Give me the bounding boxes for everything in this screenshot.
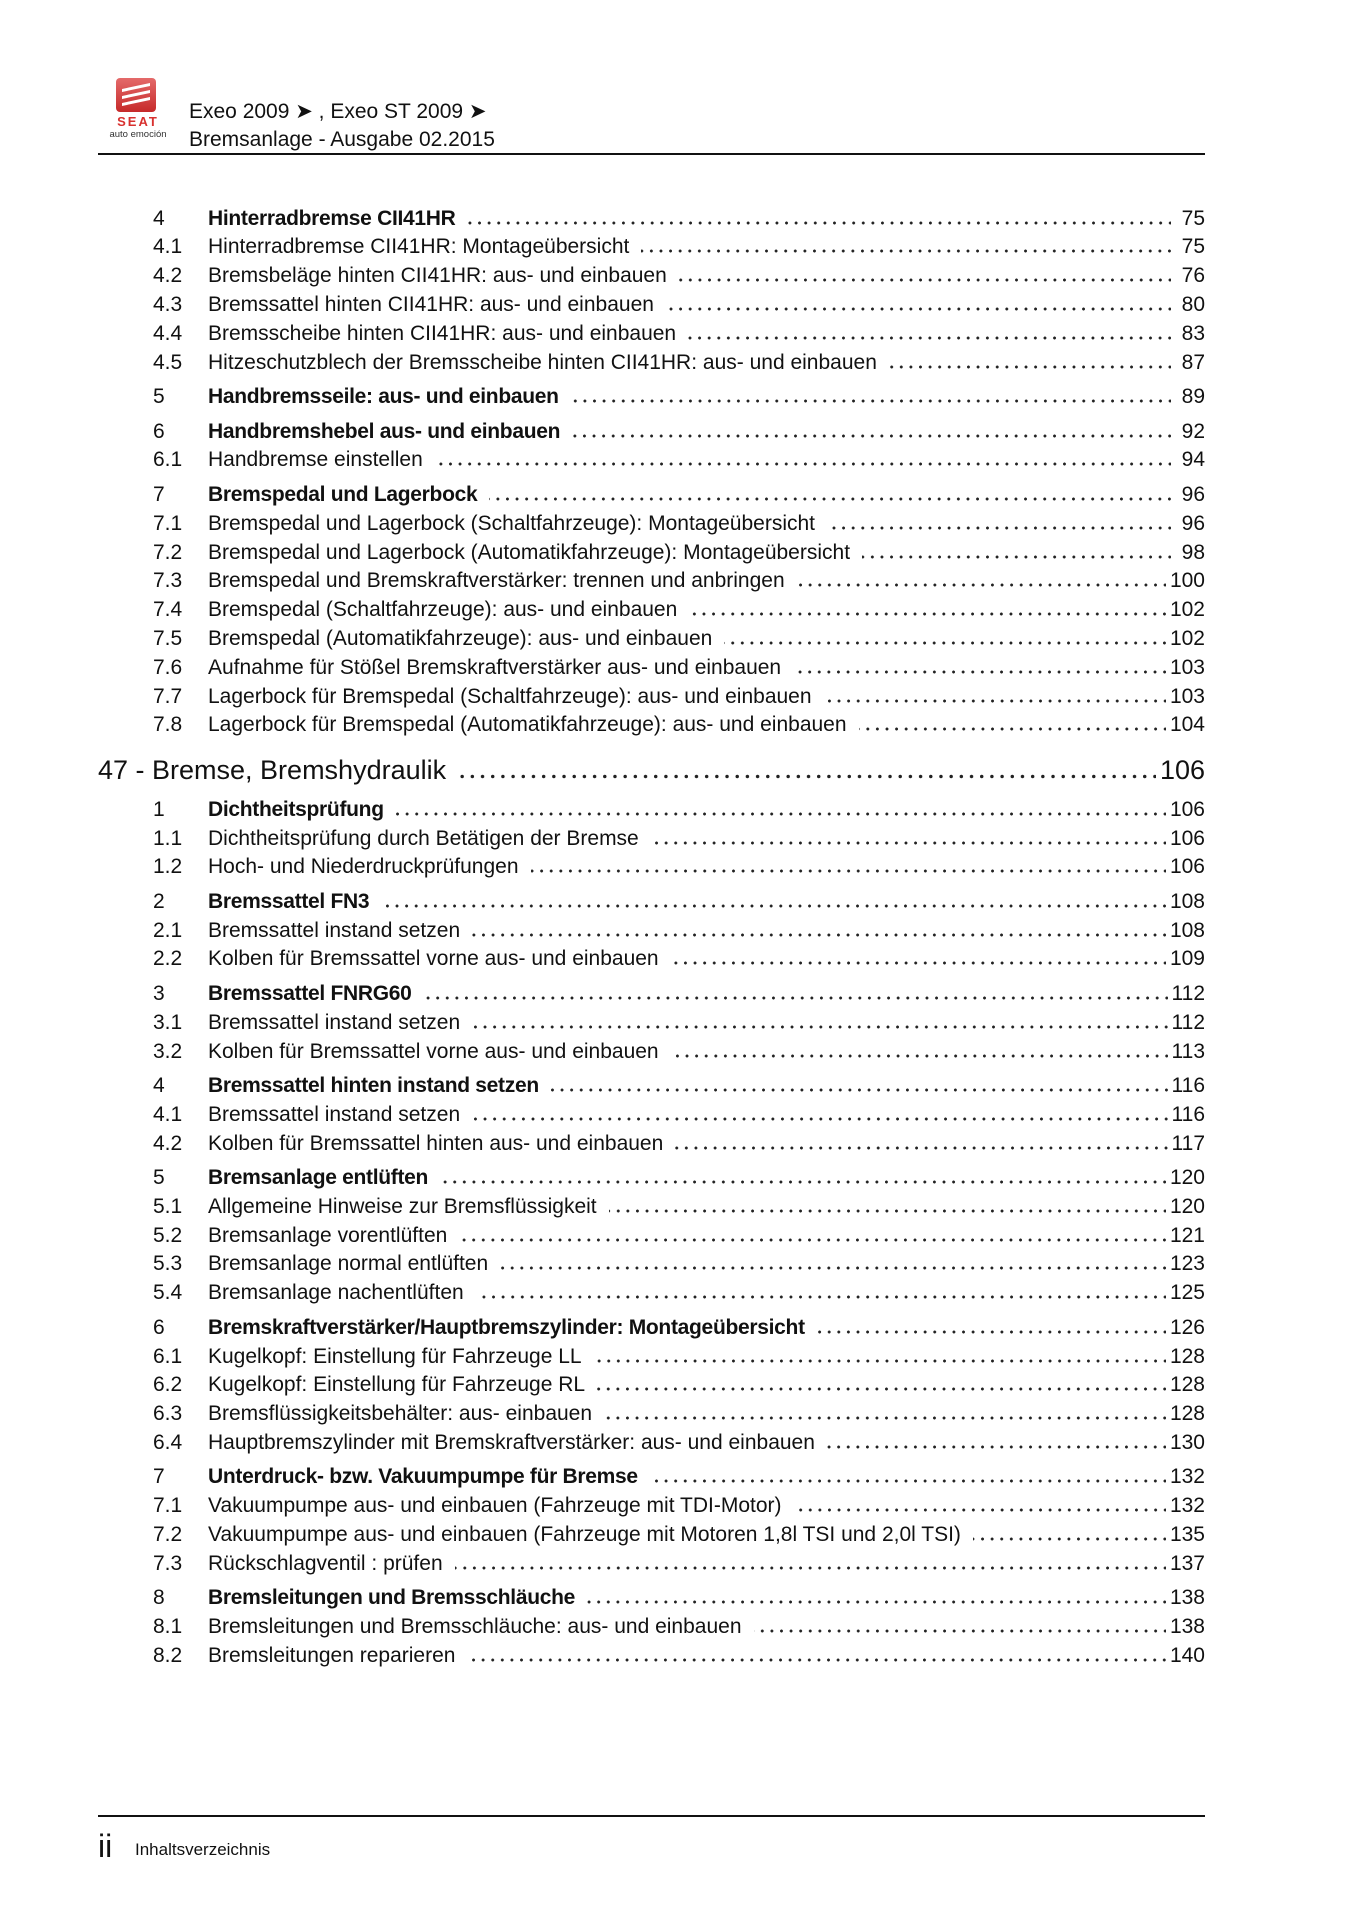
dot-leader — [455, 1562, 1166, 1570]
toc-title[interactable]: Handbremse einstellen — [208, 448, 423, 472]
toc-page-number[interactable]: 98 — [1181, 540, 1205, 564]
toc-page-number[interactable]: 96 — [1181, 511, 1205, 535]
toc-subsection[interactable] — [98, 539, 1205, 568]
toc-number: 7.4 — [153, 598, 183, 622]
toc-subsection[interactable] — [98, 1101, 1205, 1130]
dot-leader — [458, 769, 1156, 779]
toc-page-number[interactable]: 126 — [1169, 1315, 1205, 1339]
toc-title[interactable]: Bremsanlage nachentlüften — [208, 1281, 464, 1305]
dot-leader — [594, 1355, 1166, 1363]
toc-title[interactable]: Kolben für Bremssattel vorne aus- und einbauen — [208, 1039, 659, 1063]
toc-subsection[interactable] — [98, 853, 1205, 882]
toc-title[interactable]: Bremsscheibe hinten CII41HR: aus- und einbauen — [208, 321, 677, 345]
toc-page-number[interactable]: 109 — [1169, 947, 1205, 971]
toc-subsection[interactable] — [98, 446, 1205, 475]
toc-subsection[interactable] — [98, 1492, 1205, 1521]
toc-page-number[interactable]: 120 — [1169, 1166, 1205, 1190]
dot-leader — [724, 637, 1166, 645]
dot-leader — [650, 1475, 1166, 1483]
toc-number: 4.3 — [153, 293, 183, 317]
toc-number: 2.1 — [153, 918, 183, 942]
toc-subsection[interactable] — [98, 683, 1205, 712]
dot-leader — [472, 1021, 1167, 1029]
toc-subsection[interactable] — [98, 1613, 1205, 1642]
toc-title[interactable]: Bremskraftverstärker/Hauptbremszylinder: Montageübersicht — [208, 1315, 805, 1339]
toc-number: 1 — [153, 797, 165, 821]
toc-title[interactable]: Bremssattel instand setzen — [208, 1102, 461, 1126]
toc-number: 5.1 — [153, 1194, 183, 1218]
dot-leader — [859, 723, 1166, 731]
toc-number: 6 — [153, 1315, 165, 1339]
toc-page-number[interactable]: 140 — [1169, 1643, 1205, 1667]
toc-number: 7.2 — [153, 1523, 183, 1547]
toc-title[interactable]: Bremssattel instand setzen — [208, 918, 461, 942]
toc-page-number[interactable]: 135 — [1169, 1523, 1205, 1547]
toc-title[interactable]: Bremssattel hinten instand setzen — [208, 1074, 539, 1098]
toc-section[interactable] — [98, 888, 1205, 917]
toc-number: 7.5 — [153, 626, 183, 650]
toc-chapter[interactable] — [98, 750, 1205, 790]
toc-number: 4 — [153, 206, 165, 230]
toc-title[interactable]: Bremspedal und Bremskraftverstärker: trennen und anbringen — [208, 569, 785, 593]
toc-title[interactable]: Bremsleitungen reparieren — [208, 1643, 456, 1667]
toc-subsection[interactable] — [98, 1371, 1205, 1400]
toc-page-number[interactable]: 92 — [1181, 419, 1205, 443]
toc-subsection[interactable] — [98, 825, 1205, 854]
brand-tagline: auto emoción — [109, 129, 167, 140]
toc-title[interactable]: Bremssattel FNRG60 — [208, 981, 412, 1005]
toc-page-number[interactable]: 76 — [1181, 264, 1205, 288]
toc-page-number[interactable]: 132 — [1169, 1465, 1205, 1489]
toc-subsection[interactable] — [98, 1193, 1205, 1222]
toc-section[interactable] — [98, 1072, 1205, 1101]
toc-subsection[interactable] — [98, 291, 1205, 320]
toc-number: 2 — [153, 889, 165, 913]
dot-leader — [587, 1596, 1166, 1604]
dot-leader — [827, 1441, 1166, 1449]
toc-page-number[interactable]: 103 — [1169, 684, 1205, 708]
toc-subsection[interactable] — [98, 625, 1205, 654]
toc-page-number[interactable]: 137 — [1169, 1551, 1205, 1575]
toc-subsection[interactable] — [98, 945, 1205, 974]
toc-subsection[interactable] — [98, 1130, 1205, 1159]
toc-title[interactable]: Bremssattel hinten CII41HR: aus- und einbauen — [208, 293, 654, 317]
dot-leader — [597, 1383, 1166, 1391]
dot-leader — [671, 1050, 1168, 1058]
seat-logo — [98, 78, 178, 142]
toc-page-number[interactable]: 125 — [1169, 1281, 1205, 1305]
toc-page-number[interactable]: 116 — [1171, 1074, 1205, 1098]
toc-number: 1.2 — [153, 855, 183, 879]
dot-leader — [794, 1504, 1166, 1512]
toc-number: 1.1 — [153, 826, 183, 850]
dot-leader — [381, 900, 1166, 908]
toc-title[interactable]: Bremspedal und Lagerbock (Automatikfahrzeuge): Montageübersicht — [208, 540, 851, 564]
toc-number: 7.7 — [153, 684, 183, 708]
table-of-contents — [98, 199, 1205, 1671]
toc-number: 5 — [153, 1166, 165, 1190]
toc-page-number[interactable]: 138 — [1169, 1586, 1205, 1610]
toc-page-number[interactable]: 108 — [1169, 918, 1205, 942]
toc-page-number[interactable]: 83 — [1181, 321, 1205, 345]
toc-subsection[interactable] — [98, 320, 1205, 349]
toc-page-number[interactable]: 123 — [1169, 1252, 1205, 1276]
toc-section[interactable] — [98, 980, 1205, 1009]
dot-leader — [797, 579, 1166, 587]
toc-number: 6.2 — [153, 1373, 183, 1397]
toc-subsection[interactable] — [98, 1343, 1205, 1372]
toc-number: 8.1 — [153, 1615, 183, 1639]
toc-title[interactable]: Lagerbock für Bremspedal (Schaltfahrzeuge): aus- und einbauen — [208, 684, 812, 708]
toc-section[interactable] — [98, 383, 1205, 412]
dot-leader — [489, 493, 1171, 501]
toc-page-number[interactable]: 128 — [1169, 1344, 1205, 1368]
seat-logo-icon — [116, 78, 156, 112]
toc-number: 7.1 — [153, 511, 183, 535]
toc-page-number[interactable]: 102 — [1169, 598, 1205, 622]
toc-subsection[interactable] — [98, 349, 1205, 378]
toc-page-number[interactable]: 112 — [1171, 1010, 1205, 1034]
toc-number: 2.2 — [153, 947, 183, 971]
toc-subsection[interactable] — [98, 262, 1205, 291]
toc-title[interactable]: Kugelkopf: Einstellung für Fahrzeuge RL — [208, 1373, 586, 1397]
toc-title[interactable]: Kolben für Bremssattel vorne aus- und einbauen — [208, 947, 659, 971]
toc-number: 5 — [153, 385, 165, 409]
dot-leader — [679, 274, 1171, 282]
toc-title[interactable]: Bremspedal und Lagerbock — [208, 482, 478, 506]
toc-subsection[interactable] — [98, 711, 1205, 740]
toc-title[interactable]: Hinterradbremse CII41HR: Montageübersicht — [208, 235, 630, 259]
toc-number: 5.2 — [153, 1223, 183, 1247]
dot-leader — [476, 1291, 1166, 1299]
dot-leader — [862, 551, 1171, 559]
toc-number: 7.3 — [153, 1551, 183, 1575]
dot-leader — [824, 695, 1166, 703]
dot-leader — [468, 217, 1171, 225]
toc-section[interactable] — [98, 481, 1205, 510]
toc-page-number[interactable]: 113 — [1171, 1039, 1205, 1063]
toc-page-number[interactable]: 102 — [1169, 626, 1205, 650]
brand-name: SEAT — [117, 114, 159, 129]
toc-page-number[interactable]: 106 — [1169, 797, 1205, 821]
toc-number: 4.2 — [153, 1131, 183, 1155]
toc-title[interactable]: Hauptbremszylinder mit Bremskraftverstärker: aus- und einbauen — [208, 1430, 815, 1454]
toc-page-number[interactable]: 128 — [1169, 1373, 1205, 1397]
toc-title[interactable]: Bremsflüssigkeitsbehälter: aus- einbauen — [208, 1402, 593, 1426]
toc-title[interactable]: Lagerbock für Bremspedal (Automatikfahrzeuge): aus- und einbauen — [208, 713, 847, 737]
toc-number: 6.4 — [153, 1430, 183, 1454]
toc-subsection[interactable] — [98, 510, 1205, 539]
toc-title[interactable]: Vakuumpumpe aus- und einbauen (Fahrzeuge mit TDI-Motor) — [208, 1494, 782, 1518]
toc-title[interactable]: Vakuumpumpe aus- und einbauen (Fahrzeuge mit Motoren 1,8l TSI und 2,0l TSI) — [208, 1523, 961, 1547]
toc-page-number[interactable]: 89 — [1181, 385, 1205, 409]
toc-subsection[interactable] — [98, 567, 1205, 596]
toc-title[interactable]: Bremssattel FN3 — [208, 889, 370, 913]
dot-leader — [641, 245, 1171, 253]
toc-page-number[interactable]: 75 — [1181, 235, 1205, 259]
dot-leader — [604, 1412, 1166, 1420]
toc-page-number[interactable]: 80 — [1181, 293, 1205, 317]
dot-leader — [571, 395, 1171, 403]
toc-number: 3 — [153, 981, 165, 1005]
toc-subsection[interactable] — [98, 1521, 1205, 1550]
toc-subsection[interactable] — [98, 917, 1205, 946]
dot-leader — [472, 929, 1166, 937]
dot-leader — [435, 458, 1171, 466]
toc-number: 5.3 — [153, 1252, 183, 1276]
toc-page-number[interactable]: 96 — [1181, 482, 1205, 506]
toc-number: 3.1 — [153, 1010, 183, 1034]
toc-page-number[interactable]: 106 — [1159, 755, 1205, 786]
dot-leader — [889, 361, 1171, 369]
dot-leader — [651, 837, 1166, 845]
dot-leader — [827, 522, 1171, 530]
toc-subsection[interactable] — [98, 1038, 1205, 1067]
header-edition: Bremsanlage - Ausgabe 02.2015 — [189, 128, 495, 151]
dot-leader — [609, 1205, 1166, 1213]
toc-subsection[interactable] — [98, 1550, 1205, 1579]
toc-title[interactable]: Hitzeschutzblech der Bremsscheibe hinten CII41HR: aus- und einbauen — [208, 350, 877, 374]
toc-page-number[interactable]: 116 — [1171, 1102, 1205, 1126]
toc-subsection[interactable] — [98, 1279, 1205, 1308]
toc-page-number[interactable]: 75 — [1181, 206, 1205, 230]
toc-number: 4.5 — [153, 350, 183, 374]
dot-leader — [424, 992, 1168, 1000]
toc-page-number[interactable]: 112 — [1171, 981, 1205, 1005]
toc-page-number[interactable]: 132 — [1169, 1494, 1205, 1518]
toc-number: 7 — [153, 482, 165, 506]
toc-number: 8 — [153, 1586, 165, 1610]
toc-page-number[interactable]: 138 — [1169, 1615, 1205, 1639]
toc-number: 4.1 — [153, 235, 183, 259]
toc-number: 8.2 — [153, 1643, 183, 1667]
toc-section[interactable] — [98, 796, 1205, 825]
toc-number: 4 — [153, 1074, 165, 1098]
toc-title[interactable]: Hinterradbremse CII41HR — [208, 206, 456, 230]
toc-title[interactable]: Hoch- und Niederdruckprüfungen — [208, 855, 519, 879]
toc-title[interactable]: Kolben für Bremssattel hinten aus- und einbauen — [208, 1131, 664, 1155]
toc-title[interactable]: Handbremshebel aus- und einbauen — [208, 419, 561, 443]
toc-title[interactable]: Handbremsseile: aus- und einbauen — [208, 385, 559, 409]
toc-title[interactable]: Bremsleitungen und Bremsschläuche: aus- und einbauen — [208, 1615, 742, 1639]
toc-section[interactable] — [98, 1463, 1205, 1492]
toc-page-number[interactable]: 103 — [1169, 655, 1205, 679]
dot-leader — [472, 1113, 1167, 1121]
dot-leader — [689, 608, 1166, 616]
toc-section[interactable] — [98, 1164, 1205, 1193]
toc-number: 4.4 — [153, 321, 183, 345]
toc-title[interactable]: 47 - Bremse, Bremshydraulik — [98, 755, 447, 786]
toc-number: 7.3 — [153, 569, 183, 593]
toc-title[interactable]: Allgemeine Hinweise zur Bremsflüssigkeit — [208, 1194, 597, 1218]
toc-number: 7.8 — [153, 713, 183, 737]
toc-subsection[interactable] — [98, 596, 1205, 625]
toc-number: 6.1 — [153, 448, 183, 472]
dot-leader — [551, 1084, 1168, 1092]
toc-subsection[interactable] — [98, 1009, 1205, 1038]
toc-page-number[interactable]: 120 — [1169, 1194, 1205, 1218]
dot-leader — [467, 1654, 1165, 1662]
toc-number: 7.1 — [153, 1494, 183, 1518]
header-rule — [98, 153, 1205, 155]
toc-page-number[interactable]: 106 — [1169, 855, 1205, 879]
toc-title[interactable]: Bremssattel instand setzen — [208, 1010, 461, 1034]
toc-title[interactable]: Bremsbeläge hinten CII41HR: aus- und einbauen — [208, 264, 667, 288]
toc-title[interactable]: Rückschlagventil : prüfen — [208, 1551, 443, 1575]
toc-page-number[interactable]: 87 — [1181, 350, 1205, 374]
toc-title[interactable]: Bremspedal (Automatikfahrzeuge): aus- und einbauen — [208, 626, 713, 650]
toc-subsection[interactable] — [98, 1400, 1205, 1429]
toc-number: 3.2 — [153, 1039, 183, 1063]
toc-number: 5.4 — [153, 1281, 183, 1305]
toc-page-number[interactable]: 130 — [1169, 1430, 1205, 1454]
dot-leader — [793, 666, 1166, 674]
toc-section[interactable] — [98, 1314, 1205, 1343]
toc-page-number[interactable]: 108 — [1169, 889, 1205, 913]
toc-subsection[interactable] — [98, 1250, 1205, 1279]
toc-subsection[interactable] — [98, 654, 1205, 683]
toc-number: 7.6 — [153, 655, 183, 679]
toc-page-number[interactable]: 106 — [1169, 826, 1205, 850]
dot-leader — [973, 1533, 1166, 1541]
dot-leader — [817, 1326, 1166, 1334]
toc-number: 6.1 — [153, 1344, 183, 1368]
dot-leader — [440, 1176, 1166, 1184]
toc-page-number[interactable]: 104 — [1169, 713, 1205, 737]
toc-page-number[interactable]: 100 — [1169, 569, 1205, 593]
toc-title[interactable]: Dichtheitsprüfung — [208, 797, 384, 821]
toc-title[interactable]: Bremsanlage normal entlüften — [208, 1252, 489, 1276]
dot-leader — [459, 1234, 1166, 1242]
dot-leader — [531, 865, 1166, 873]
toc-title[interactable]: Bremsanlage vorentlüften — [208, 1223, 448, 1247]
footer-page-number: ii — [98, 1828, 113, 1864]
toc-subsection[interactable] — [98, 1642, 1205, 1671]
dot-leader — [675, 1142, 1167, 1150]
footer-section: Inhaltsverzeichnis — [135, 1840, 271, 1859]
toc-page-number[interactable]: 128 — [1169, 1402, 1205, 1426]
toc-page-number[interactable]: 94 — [1181, 448, 1205, 472]
dot-leader — [688, 332, 1171, 340]
toc-number: 7 — [153, 1465, 165, 1489]
toc-title[interactable]: Bremspedal (Schaltfahrzeuge): aus- und einbauen — [208, 598, 678, 622]
toc-title[interactable]: Bremsanlage entlüften — [208, 1166, 429, 1190]
toc-subsection[interactable] — [98, 233, 1205, 262]
toc-title[interactable]: Dichtheitsprüfung durch Betätigen der Bremse — [208, 826, 639, 850]
dot-leader — [666, 303, 1171, 311]
toc-title[interactable]: Kugelkopf: Einstellung für Fahrzeuge LL — [208, 1344, 582, 1368]
toc-section[interactable] — [98, 205, 1205, 234]
footer-rule — [98, 1815, 1205, 1817]
toc-title[interactable]: Unterdruck- bzw. Vakuumpumpe für Bremse — [208, 1465, 638, 1489]
toc-number: 6.3 — [153, 1402, 183, 1426]
toc-subsection[interactable] — [98, 1222, 1205, 1251]
toc-number: 4.1 — [153, 1102, 183, 1126]
dot-leader — [671, 957, 1166, 965]
toc-title[interactable]: Bremsleitungen und Bremsschläuche — [208, 1586, 576, 1610]
toc-title[interactable]: Bremspedal und Lagerbock (Schaltfahrzeuge): Montageübersicht — [208, 511, 816, 535]
dot-leader — [500, 1262, 1166, 1270]
toc-section[interactable] — [98, 1584, 1205, 1613]
toc-section[interactable] — [98, 418, 1205, 447]
toc-number: 4.2 — [153, 264, 183, 288]
toc-title[interactable]: Aufnahme für Stößel Bremskraftverstärker aus- und einbauen — [208, 655, 782, 679]
toc-page-number[interactable]: 121 — [1169, 1223, 1205, 1247]
toc-number: 7.2 — [153, 540, 183, 564]
dot-leader — [572, 430, 1171, 438]
dot-leader — [396, 808, 1166, 816]
header-models: Exeo 2009 ➤ , Exeo ST 2009 ➤ — [189, 100, 487, 123]
toc-page-number[interactable]: 117 — [1171, 1131, 1205, 1155]
toc-subsection[interactable] — [98, 1429, 1205, 1458]
toc-number: 6 — [153, 419, 165, 443]
dot-leader — [754, 1625, 1166, 1633]
